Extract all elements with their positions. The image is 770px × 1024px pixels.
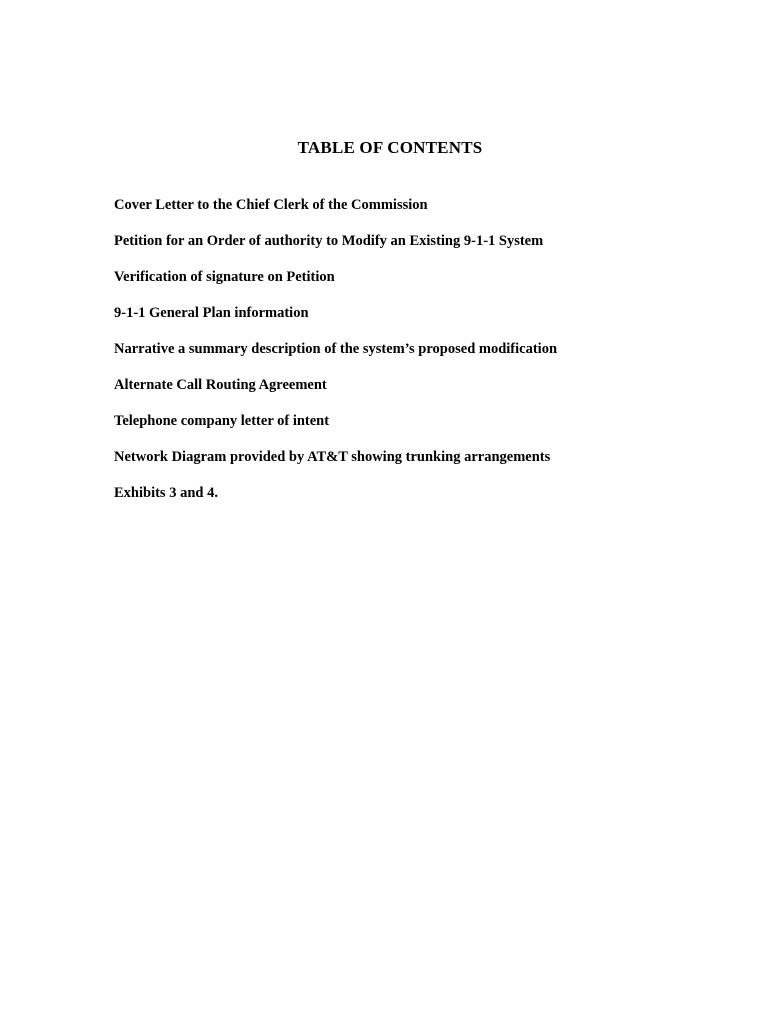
page-title: TABLE OF CONTENTS: [297, 138, 483, 157]
toc-item-telephone-letter: Telephone company letter of intent: [114, 413, 330, 429]
toc-item-network-diagram: Network Diagram provided by AT&T showing trunking arrangements: [114, 449, 551, 465]
toc-item-exhibits: Exhibits 3 and 4.: [114, 485, 218, 501]
toc-item-petition: Petition for an Order of authority to Modify an Existing 9-1-1 System: [114, 233, 544, 249]
toc-item-narrative: Narrative a summary description of the system’s proposed modification: [114, 341, 558, 357]
toc-item-general-plan: 9-1-1 General Plan information: [114, 305, 309, 321]
toc-item-cover-letter: Cover Letter to the Chief Clerk of the Commission: [114, 197, 428, 213]
toc-item-verification: Verification of signature on Petition: [114, 269, 335, 285]
toc-item-alternate-call-routing: Alternate Call Routing Agreement: [114, 377, 327, 393]
toc-list: [114, 196, 734, 520]
